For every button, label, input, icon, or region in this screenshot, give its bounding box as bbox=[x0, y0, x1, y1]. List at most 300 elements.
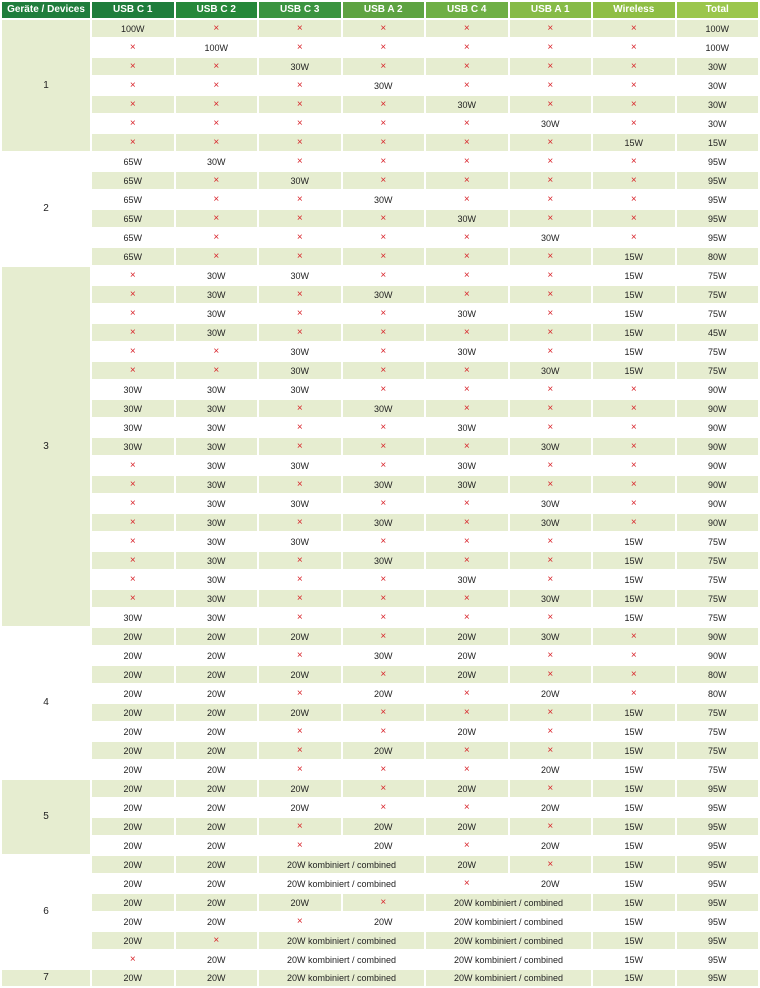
power-value-cell: 15W bbox=[624, 954, 643, 965]
not-available-cell bbox=[426, 191, 508, 208]
power-value-cell: 75W bbox=[707, 726, 727, 737]
not-available-cell bbox=[593, 20, 675, 37]
cross-icon: × bbox=[463, 403, 470, 414]
cross-icon: × bbox=[463, 840, 470, 851]
power-value-cell: 20W bbox=[176, 704, 258, 721]
not-available-cell bbox=[510, 400, 592, 417]
cross-icon: × bbox=[380, 365, 387, 376]
cross-icon: × bbox=[380, 536, 387, 547]
power-value-cell: 75W bbox=[707, 574, 727, 585]
cross-icon: × bbox=[630, 669, 637, 680]
not-available-cell bbox=[92, 39, 174, 56]
not-available-cell bbox=[426, 77, 508, 94]
table-row bbox=[2, 419, 758, 436]
not-available-cell bbox=[510, 324, 592, 341]
cross-icon: × bbox=[129, 118, 136, 129]
cross-icon: × bbox=[129, 954, 136, 965]
not-available-cell bbox=[259, 685, 341, 702]
cross-icon: × bbox=[380, 612, 387, 623]
cross-icon: × bbox=[630, 498, 637, 509]
not-available-cell bbox=[510, 647, 592, 664]
cross-icon: × bbox=[547, 327, 554, 338]
power-value-cell: 20W bbox=[206, 878, 226, 889]
not-available-cell bbox=[510, 704, 592, 721]
cross-icon: × bbox=[213, 935, 220, 946]
cross-icon: × bbox=[547, 612, 554, 623]
power-value-cell: 30W bbox=[373, 650, 393, 661]
not-available-cell bbox=[92, 305, 174, 322]
not-available-cell bbox=[343, 780, 425, 797]
cross-icon: × bbox=[129, 270, 136, 281]
power-value-cell: 30W bbox=[457, 346, 476, 357]
not-available-cell bbox=[176, 115, 258, 132]
not-available-cell bbox=[343, 571, 425, 588]
power-value-cell: 20W bbox=[123, 802, 142, 813]
not-available-cell bbox=[510, 77, 592, 94]
cross-icon: × bbox=[213, 61, 220, 72]
not-available-cell bbox=[593, 647, 675, 664]
power-value-cell: 75W bbox=[677, 552, 759, 569]
not-available-cell bbox=[426, 533, 508, 550]
not-available-cell bbox=[92, 343, 174, 360]
power-value-cell: 15W bbox=[593, 286, 675, 303]
cross-icon: × bbox=[296, 308, 303, 319]
not-available-cell bbox=[593, 514, 675, 531]
power-value-cell: 100W bbox=[705, 42, 729, 53]
cross-icon: × bbox=[129, 593, 136, 604]
not-available-cell bbox=[593, 666, 675, 683]
power-value-cell: 20W bbox=[343, 818, 425, 835]
power-value-cell: 95W bbox=[677, 970, 759, 986]
not-available-cell bbox=[343, 894, 425, 911]
table-row bbox=[2, 96, 758, 113]
cross-icon: × bbox=[463, 194, 470, 205]
not-available-cell bbox=[510, 210, 592, 227]
cross-icon: × bbox=[296, 327, 303, 338]
cross-icon: × bbox=[296, 840, 303, 851]
device-count-cell: 6 bbox=[2, 856, 90, 968]
power-value-cell: 15W bbox=[593, 970, 675, 986]
not-available-cell bbox=[593, 685, 675, 702]
not-available-cell bbox=[343, 39, 425, 56]
cross-icon: × bbox=[630, 650, 637, 661]
cross-icon: × bbox=[630, 441, 637, 452]
power-value-cell: 30W bbox=[426, 476, 508, 493]
header-wireless: Wireless bbox=[593, 2, 675, 18]
power-value-cell: 90W bbox=[677, 476, 759, 493]
power-value-cell: 30W bbox=[677, 58, 759, 75]
not-available-cell bbox=[593, 115, 675, 132]
not-available-cell bbox=[426, 172, 508, 189]
cross-icon: × bbox=[547, 194, 554, 205]
cross-icon: × bbox=[463, 384, 470, 395]
power-value-cell: 90W bbox=[677, 628, 759, 645]
power-value-cell: 15W bbox=[593, 932, 675, 949]
cross-icon: × bbox=[380, 156, 387, 167]
cross-icon: × bbox=[463, 536, 470, 547]
cross-icon: × bbox=[630, 403, 637, 414]
cross-icon: × bbox=[547, 536, 554, 547]
power-value-cell: 20W bbox=[92, 780, 174, 797]
not-available-cell bbox=[593, 39, 675, 56]
not-available-cell bbox=[259, 286, 341, 303]
cross-icon: × bbox=[547, 270, 554, 281]
cross-icon: × bbox=[213, 175, 220, 186]
power-value-cell: 30W bbox=[290, 460, 309, 471]
cross-icon: × bbox=[296, 289, 303, 300]
not-available-cell bbox=[426, 685, 508, 702]
not-available-cell bbox=[343, 723, 425, 740]
table-row bbox=[2, 172, 758, 189]
not-available-cell bbox=[426, 875, 508, 892]
power-value-cell: 15W bbox=[593, 818, 675, 835]
not-available-cell bbox=[343, 248, 425, 265]
not-available-cell bbox=[426, 438, 508, 455]
not-available-cell bbox=[259, 229, 341, 246]
not-available-cell bbox=[343, 666, 425, 683]
cross-icon: × bbox=[547, 479, 554, 490]
table-row bbox=[2, 267, 758, 284]
power-value-cell: 30W bbox=[259, 362, 341, 379]
power-value-cell: 30W bbox=[343, 552, 425, 569]
not-available-cell bbox=[510, 153, 592, 170]
header-usb-c-3: USB C 3 bbox=[259, 2, 341, 18]
cross-icon: × bbox=[630, 80, 637, 91]
cross-icon: × bbox=[296, 232, 303, 243]
cross-icon: × bbox=[380, 23, 387, 34]
power-value-cell: 20W bbox=[426, 818, 508, 835]
cross-icon: × bbox=[463, 593, 470, 604]
power-value-cell: 20W bbox=[206, 650, 226, 661]
not-available-cell bbox=[259, 761, 341, 778]
power-value-cell: 20W bbox=[206, 916, 226, 927]
device-count-cell: 1 bbox=[2, 20, 90, 151]
not-available-cell bbox=[343, 590, 425, 607]
power-value-cell: 30W bbox=[206, 574, 226, 585]
device-count-cell: 7 bbox=[2, 970, 90, 986]
power-value-cell: 30W bbox=[259, 172, 341, 189]
not-available-cell bbox=[176, 229, 258, 246]
power-value-cell: 20W bbox=[343, 742, 425, 759]
cross-icon: × bbox=[463, 61, 470, 72]
cross-icon: × bbox=[296, 555, 303, 566]
not-available-cell bbox=[176, 932, 258, 949]
cross-icon: × bbox=[547, 574, 554, 585]
cross-icon: × bbox=[213, 23, 220, 34]
power-value-cell: 15W bbox=[624, 840, 643, 851]
combined-cell: 20W kombiniert / combined bbox=[259, 932, 424, 949]
power-value-cell: 30W bbox=[373, 194, 393, 205]
cross-icon: × bbox=[380, 783, 387, 794]
power-value-cell: 20W bbox=[92, 932, 174, 949]
power-value-cell: 15W bbox=[593, 894, 675, 911]
not-available-cell bbox=[343, 609, 425, 626]
table-header-row bbox=[2, 2, 758, 18]
cross-icon: × bbox=[213, 213, 220, 224]
not-available-cell bbox=[426, 799, 508, 816]
not-available-cell bbox=[92, 590, 174, 607]
cross-icon: × bbox=[380, 327, 387, 338]
not-available-cell bbox=[176, 77, 258, 94]
not-available-cell bbox=[92, 495, 174, 512]
not-available-cell bbox=[92, 134, 174, 151]
table-row bbox=[2, 723, 758, 740]
power-value-cell: 20W bbox=[92, 894, 174, 911]
not-available-cell bbox=[510, 267, 592, 284]
table-row bbox=[2, 571, 758, 588]
power-value-cell: 20W bbox=[540, 802, 560, 813]
cross-icon: × bbox=[547, 460, 554, 471]
cross-icon: × bbox=[547, 61, 554, 72]
cross-icon: × bbox=[463, 137, 470, 148]
not-available-cell bbox=[259, 134, 341, 151]
power-value-cell: 30W bbox=[176, 438, 258, 455]
cross-icon: × bbox=[547, 99, 554, 110]
not-available-cell bbox=[259, 552, 341, 569]
power-value-cell: 90W bbox=[707, 384, 727, 395]
cross-icon: × bbox=[547, 80, 554, 91]
power-value-cell: 20W bbox=[92, 628, 174, 645]
not-available-cell bbox=[426, 381, 508, 398]
power-value-cell: 15W bbox=[624, 916, 643, 927]
power-value-cell: 65W bbox=[123, 232, 142, 243]
not-available-cell bbox=[426, 267, 508, 284]
cross-icon: × bbox=[547, 42, 554, 53]
power-value-cell: 30W bbox=[510, 628, 592, 645]
cross-icon: × bbox=[547, 251, 554, 262]
cross-icon: × bbox=[129, 460, 136, 471]
not-available-cell bbox=[343, 324, 425, 341]
power-value-cell: 30W bbox=[707, 118, 727, 129]
not-available-cell bbox=[92, 286, 174, 303]
cross-icon: × bbox=[380, 384, 387, 395]
not-available-cell bbox=[343, 115, 425, 132]
power-value-cell: 20W bbox=[176, 780, 258, 797]
not-available-cell bbox=[176, 20, 258, 37]
power-value-cell: 20W bbox=[92, 970, 174, 986]
power-value-cell: 30W bbox=[540, 498, 560, 509]
not-available-cell bbox=[92, 362, 174, 379]
table-row bbox=[2, 134, 758, 151]
power-value-cell: 30W bbox=[206, 498, 226, 509]
power-value-cell: 20W bbox=[457, 726, 476, 737]
table-row bbox=[2, 324, 758, 341]
power-value-cell: 30W bbox=[290, 536, 309, 547]
power-value-cell: 30W bbox=[343, 400, 425, 417]
power-value-cell: 65W bbox=[92, 248, 174, 265]
cross-icon: × bbox=[630, 23, 637, 34]
power-value-cell: 95W bbox=[707, 878, 727, 889]
cross-icon: × bbox=[129, 574, 136, 585]
power-value-cell: 95W bbox=[677, 210, 759, 227]
combined-cell: 20W kombiniert / combined bbox=[453, 954, 564, 965]
not-available-cell bbox=[510, 457, 592, 474]
not-available-cell bbox=[593, 58, 675, 75]
cross-icon: × bbox=[129, 80, 136, 91]
cross-icon: × bbox=[547, 821, 554, 832]
not-available-cell bbox=[593, 191, 675, 208]
cross-icon: × bbox=[463, 270, 470, 281]
power-value-cell: 15W bbox=[593, 552, 675, 569]
table-row bbox=[2, 685, 758, 702]
not-available-cell bbox=[176, 58, 258, 75]
cross-icon: × bbox=[296, 764, 303, 775]
power-value-cell: 20W bbox=[290, 802, 309, 813]
cross-icon: × bbox=[380, 669, 387, 680]
cross-icon: × bbox=[296, 821, 303, 832]
power-value-cell: 75W bbox=[707, 536, 727, 547]
cross-icon: × bbox=[213, 346, 220, 357]
power-value-cell: 20W bbox=[123, 764, 142, 775]
cross-icon: × bbox=[380, 61, 387, 72]
not-available-cell bbox=[426, 58, 508, 75]
not-available-cell bbox=[343, 134, 425, 151]
not-available-cell bbox=[343, 457, 425, 474]
power-value-cell: 15W bbox=[624, 726, 643, 737]
cross-icon: × bbox=[547, 213, 554, 224]
cross-icon: × bbox=[630, 194, 637, 205]
not-available-cell bbox=[593, 229, 675, 246]
not-available-cell bbox=[510, 134, 592, 151]
cross-icon: × bbox=[380, 897, 387, 908]
not-available-cell bbox=[343, 381, 425, 398]
not-available-cell bbox=[593, 77, 675, 94]
not-available-cell bbox=[92, 77, 174, 94]
table-row bbox=[2, 780, 758, 797]
table-row bbox=[2, 742, 758, 759]
power-value-cell: 95W bbox=[707, 840, 727, 851]
not-available-cell bbox=[593, 438, 675, 455]
power-value-cell: 90W bbox=[677, 514, 759, 531]
cross-icon: × bbox=[296, 479, 303, 490]
cross-icon: × bbox=[213, 365, 220, 376]
power-value-cell: 30W bbox=[176, 552, 258, 569]
not-available-cell bbox=[593, 172, 675, 189]
power-value-cell: 30W bbox=[343, 514, 425, 531]
cross-icon: × bbox=[296, 745, 303, 756]
cross-icon: × bbox=[463, 688, 470, 699]
not-available-cell bbox=[92, 951, 174, 968]
not-available-cell bbox=[259, 20, 341, 37]
power-value-cell: 30W bbox=[457, 460, 476, 471]
power-value-cell: 30W bbox=[540, 118, 560, 129]
not-available-cell bbox=[92, 514, 174, 531]
power-value-cell: 20W bbox=[206, 840, 226, 851]
power-value-cell: 20W bbox=[92, 818, 174, 835]
power-value-cell: 75W bbox=[677, 704, 759, 721]
combined-cell: 20W kombiniert / combined bbox=[259, 970, 424, 986]
not-available-cell bbox=[510, 381, 592, 398]
cross-icon: × bbox=[463, 365, 470, 376]
power-value-cell: 95W bbox=[707, 954, 727, 965]
not-available-cell bbox=[593, 476, 675, 493]
power-value-cell: 90W bbox=[707, 460, 727, 471]
not-available-cell bbox=[426, 704, 508, 721]
not-available-cell bbox=[510, 305, 592, 322]
power-value-cell: 20W bbox=[540, 840, 560, 851]
not-available-cell bbox=[510, 58, 592, 75]
not-available-cell bbox=[92, 533, 174, 550]
power-value-cell: 95W bbox=[677, 932, 759, 949]
power-value-cell: 95W bbox=[677, 780, 759, 797]
not-available-cell bbox=[343, 153, 425, 170]
not-available-cell bbox=[343, 267, 425, 284]
power-value-cell: 20W bbox=[426, 780, 508, 797]
not-available-cell bbox=[510, 419, 592, 436]
cross-icon: × bbox=[296, 650, 303, 661]
power-value-cell: 15W bbox=[624, 346, 643, 357]
cross-icon: × bbox=[463, 80, 470, 91]
not-available-cell bbox=[510, 20, 592, 37]
cross-icon: × bbox=[129, 137, 136, 148]
not-available-cell bbox=[510, 666, 592, 683]
table-row bbox=[2, 666, 758, 683]
device-count-cell: 5 bbox=[2, 780, 90, 854]
table-row bbox=[2, 913, 758, 930]
power-value-cell: 15W bbox=[593, 248, 675, 265]
cross-icon: × bbox=[380, 574, 387, 585]
header-usb-a-1: USB A 1 bbox=[510, 2, 592, 18]
power-value-cell: 30W bbox=[510, 362, 592, 379]
cross-icon: × bbox=[463, 555, 470, 566]
combined-cell: 20W kombiniert / combined bbox=[426, 894, 591, 911]
power-value-cell: 95W bbox=[677, 856, 759, 873]
table-row bbox=[2, 248, 758, 265]
power-value-cell: 75W bbox=[707, 346, 727, 357]
power-value-cell: 20W bbox=[123, 878, 142, 889]
table-row bbox=[2, 476, 758, 493]
not-available-cell bbox=[259, 96, 341, 113]
not-available-cell bbox=[176, 134, 258, 151]
not-available-cell bbox=[343, 210, 425, 227]
cross-icon: × bbox=[129, 308, 136, 319]
power-value-cell: 30W bbox=[206, 460, 226, 471]
power-value-cell: 15W bbox=[593, 856, 675, 873]
not-available-cell bbox=[176, 191, 258, 208]
power-value-cell: 95W bbox=[677, 172, 759, 189]
power-value-cell: 30W bbox=[92, 400, 174, 417]
power-value-cell: 15W bbox=[593, 324, 675, 341]
power-value-cell: 95W bbox=[677, 894, 759, 911]
cross-icon: × bbox=[547, 650, 554, 661]
power-value-cell: 30W bbox=[206, 308, 226, 319]
table-row bbox=[2, 229, 758, 246]
table-row bbox=[2, 970, 758, 986]
not-available-cell bbox=[593, 96, 675, 113]
device-count-cell: 3 bbox=[2, 267, 90, 626]
not-available-cell bbox=[92, 58, 174, 75]
table-row bbox=[2, 305, 758, 322]
cross-icon: × bbox=[547, 346, 554, 357]
power-value-cell: 100W bbox=[204, 42, 228, 53]
not-available-cell bbox=[593, 628, 675, 645]
not-available-cell bbox=[510, 476, 592, 493]
combined-cell: 20W kombiniert / combined bbox=[286, 878, 397, 889]
table-row bbox=[2, 115, 758, 132]
cross-icon: × bbox=[547, 707, 554, 718]
table-row bbox=[2, 818, 758, 835]
cross-icon: × bbox=[547, 669, 554, 680]
cross-icon: × bbox=[547, 23, 554, 34]
table-row bbox=[2, 381, 758, 398]
table-row bbox=[2, 153, 758, 170]
cross-icon: × bbox=[129, 536, 136, 547]
cross-icon: × bbox=[463, 878, 470, 889]
cross-icon: × bbox=[630, 213, 637, 224]
power-value-cell: 30W bbox=[92, 438, 174, 455]
cross-icon: × bbox=[463, 327, 470, 338]
cross-icon: × bbox=[463, 707, 470, 718]
